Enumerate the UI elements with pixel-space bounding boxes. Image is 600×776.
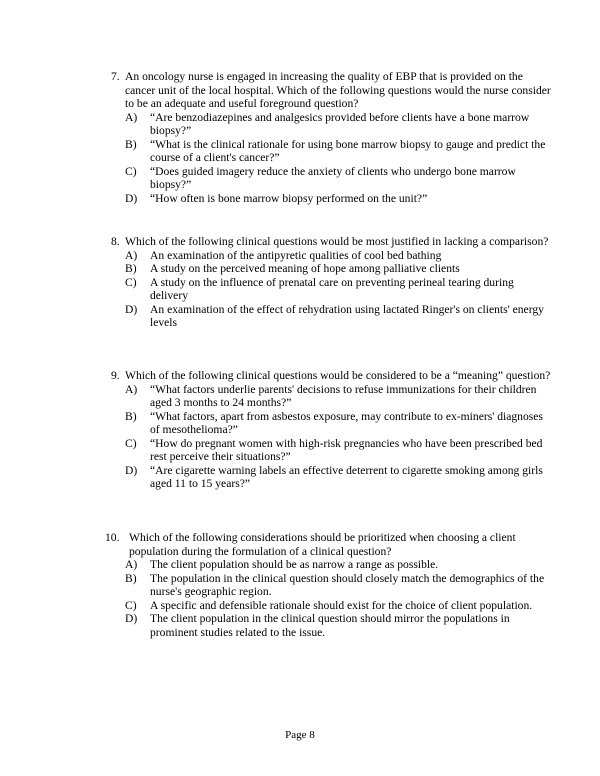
option-d: D) “Are cigarette warning labels an effective deterrent to cigarette smoking among girls aged 11 to 15 years?” (125, 463, 543, 490)
question-text: An oncology nurse is engaged in increasing the quality of EBP that is provided on the cancer unit of the local hospital. Which of the following questions would the nurse consider to be an adequate and useful foreground question? (125, 70, 551, 110)
option-a: A) “Are benzodiazepines and analgesics provided before clients have a bone marrow biopsy?” (125, 110, 530, 137)
option-c: C) A study on the influence of prenatal care on preventing perineal tearing during delivery (125, 275, 514, 302)
option-d: D) An examination of the effect of rehydration using lactated Ringer's on clients' energy levels (125, 302, 544, 329)
question-9 (111, 369, 551, 491)
question-stem (105, 531, 551, 558)
question-number: 8. (111, 235, 120, 248)
option-a: A) An examination of the antipyretic qualities of cool bed bathing (125, 248, 442, 262)
question-text: Which of the following considerations should be prioritized when choosing a client population during the formulation of a clinical question? (129, 531, 516, 558)
question-8 (111, 235, 551, 330)
option-b: B) The population in the clinical question should closely match the demographics of the nurse's geographic region. (125, 571, 545, 598)
question-10 (105, 531, 551, 639)
option-d: D) The client population in the clinical question should mirror the populations in prominent studies related to the issue. (125, 612, 510, 639)
option-c: C) A specific and defensible rationale should exist for the choice of client population. (125, 598, 533, 612)
page-number: Page 8 (285, 729, 315, 741)
option-b: B) “What is the clinical rationale for using bone marrow biopsy to gauge and predict the course of a client's cancer?” (125, 137, 546, 164)
option-b: B) “What factors, apart from asbestos exposure, may contribute to ex-miners' diagnoses of mesothelioma?” (125, 409, 543, 436)
question-text: Which of the following clinical questions would be considered to be a “meaning” question? (125, 369, 551, 382)
question-number: 7. (111, 70, 120, 83)
question-number: 9. (111, 369, 120, 382)
question-7 (111, 70, 551, 205)
option-c: C) “How do pregnant women with high-risk pregnancies who have been prescribed bed rest perceive their situations?” (125, 436, 543, 463)
option-a: A) The client population should be as narrow a range as possible. (125, 558, 439, 571)
option-d: D) “How often is bone marrow biopsy performed on the unit?” (125, 191, 428, 205)
option-b: B) A study on the perceived meaning of hope among palliative clients (125, 262, 460, 275)
question-number: 10. (105, 531, 120, 544)
option-a: A) “What factors underlie parents' decisions to refuse immunizations for their children aged 3 months to 24 months?” (125, 382, 537, 409)
option-c: C) “Does guided imagery reduce the anxiety of clients who undergo bone marrow biopsy?” (125, 164, 516, 191)
question-stem (111, 70, 551, 111)
question-stem (111, 235, 551, 249)
question-text: Which of the following clinical questions would be most justified in lacking a comparison? (125, 235, 549, 248)
question-stem (111, 369, 551, 383)
